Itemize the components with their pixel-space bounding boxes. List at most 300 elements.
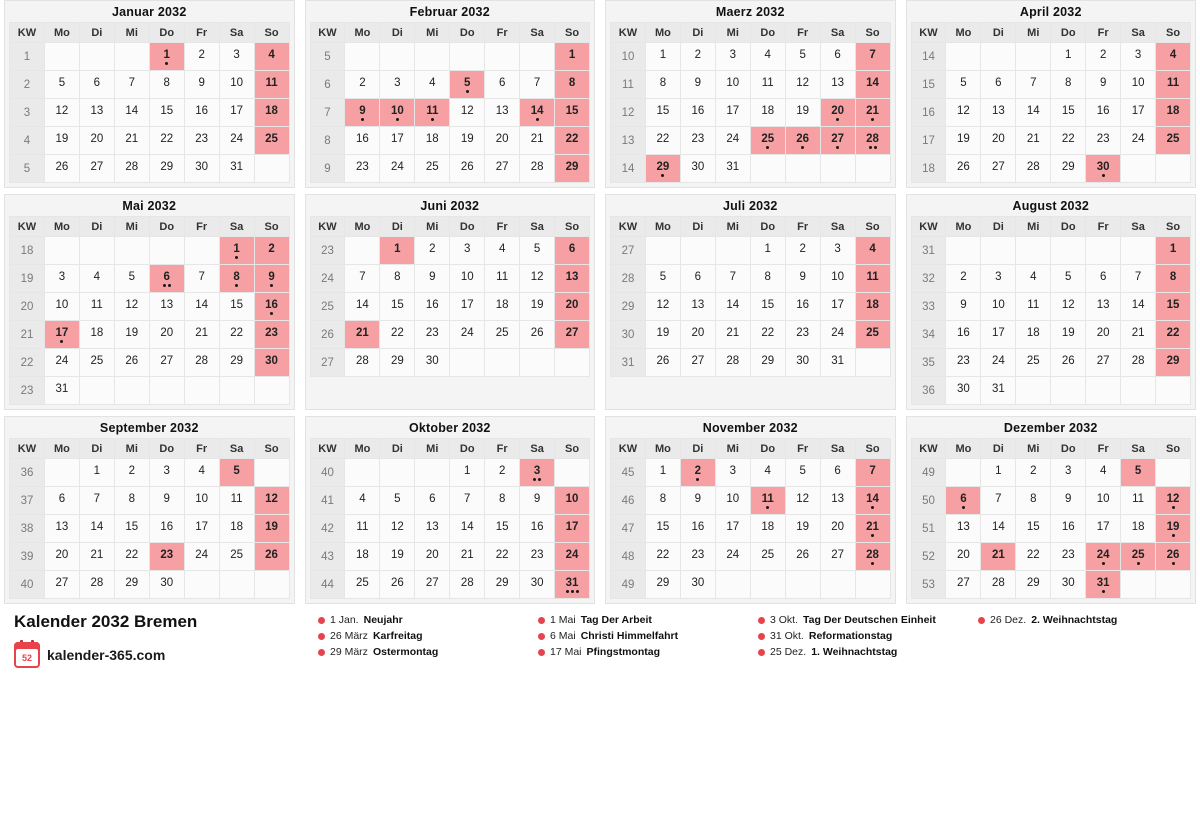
day-cell[interactable] xyxy=(555,127,590,155)
day-cell[interactable] xyxy=(450,265,485,293)
day-cell[interactable] xyxy=(184,349,219,377)
site-name[interactable]: kalender-365.com xyxy=(47,647,166,663)
day-cell[interactable] xyxy=(219,265,254,293)
day-cell[interactable] xyxy=(1051,543,1086,571)
day-cell[interactable] xyxy=(44,265,79,293)
day-cell[interactable] xyxy=(855,43,890,71)
day-cell[interactable] xyxy=(254,265,289,293)
day-cell[interactable] xyxy=(415,99,450,127)
day-cell[interactable] xyxy=(114,349,149,377)
day-cell[interactable] xyxy=(1086,543,1121,571)
day-cell[interactable] xyxy=(1086,71,1121,99)
day-cell[interactable] xyxy=(1016,99,1051,127)
day-cell[interactable] xyxy=(44,71,79,99)
day-cell[interactable] xyxy=(1156,487,1191,515)
day-cell[interactable] xyxy=(79,349,114,377)
day-cell[interactable] xyxy=(946,349,981,377)
day-cell[interactable] xyxy=(981,127,1016,155)
day-cell[interactable] xyxy=(1016,155,1051,183)
day-cell[interactable] xyxy=(485,293,520,321)
day-cell[interactable] xyxy=(645,99,680,127)
day-cell[interactable] xyxy=(184,543,219,571)
day-cell[interactable] xyxy=(149,487,184,515)
day-cell[interactable] xyxy=(680,43,715,71)
day-cell[interactable] xyxy=(79,321,114,349)
day-cell[interactable] xyxy=(380,571,415,599)
day-cell[interactable] xyxy=(485,321,520,349)
day-cell[interactable] xyxy=(114,127,149,155)
day-cell[interactable] xyxy=(645,43,680,71)
day-cell[interactable] xyxy=(450,71,485,99)
day-cell[interactable] xyxy=(149,265,184,293)
day-cell[interactable] xyxy=(645,71,680,99)
day-cell[interactable] xyxy=(715,265,750,293)
day-cell[interactable] xyxy=(1156,127,1191,155)
day-cell[interactable] xyxy=(750,487,785,515)
day-cell[interactable] xyxy=(114,155,149,183)
day-cell[interactable] xyxy=(680,543,715,571)
day-cell[interactable] xyxy=(149,459,184,487)
day-cell[interactable] xyxy=(485,571,520,599)
day-cell[interactable] xyxy=(750,127,785,155)
day-cell[interactable] xyxy=(149,321,184,349)
day-cell[interactable] xyxy=(345,515,380,543)
day-cell[interactable] xyxy=(254,293,289,321)
day-cell[interactable] xyxy=(1086,459,1121,487)
day-cell[interactable] xyxy=(254,349,289,377)
day-cell[interactable] xyxy=(645,321,680,349)
day-cell[interactable] xyxy=(1156,71,1191,99)
day-cell[interactable] xyxy=(1016,71,1051,99)
day-cell[interactable] xyxy=(345,155,380,183)
day-cell[interactable] xyxy=(520,543,555,571)
day-cell[interactable] xyxy=(946,127,981,155)
day-cell[interactable] xyxy=(785,321,820,349)
day-cell[interactable] xyxy=(114,543,149,571)
day-cell[interactable] xyxy=(946,293,981,321)
day-cell[interactable] xyxy=(715,155,750,183)
day-cell[interactable] xyxy=(820,487,855,515)
day-cell[interactable] xyxy=(485,127,520,155)
day-cell[interactable] xyxy=(946,377,981,405)
day-cell[interactable] xyxy=(750,293,785,321)
day-cell[interactable] xyxy=(1051,321,1086,349)
day-cell[interactable] xyxy=(981,515,1016,543)
day-cell[interactable] xyxy=(1016,265,1051,293)
day-cell[interactable] xyxy=(1086,43,1121,71)
day-cell[interactable] xyxy=(645,265,680,293)
day-cell[interactable] xyxy=(855,515,890,543)
day-cell[interactable] xyxy=(520,265,555,293)
day-cell[interactable] xyxy=(555,71,590,99)
day-cell[interactable] xyxy=(114,71,149,99)
day-cell[interactable] xyxy=(450,321,485,349)
day-cell[interactable] xyxy=(219,155,254,183)
day-cell[interactable] xyxy=(1051,459,1086,487)
day-cell[interactable] xyxy=(450,293,485,321)
day-cell[interactable] xyxy=(219,321,254,349)
day-cell[interactable] xyxy=(981,459,1016,487)
day-cell[interactable] xyxy=(345,127,380,155)
day-cell[interactable] xyxy=(555,321,590,349)
day-cell[interactable] xyxy=(785,487,820,515)
day-cell[interactable] xyxy=(184,99,219,127)
day-cell[interactable] xyxy=(1121,543,1156,571)
day-cell[interactable] xyxy=(254,543,289,571)
day-cell[interactable] xyxy=(1016,321,1051,349)
day-cell[interactable] xyxy=(415,543,450,571)
day-cell[interactable] xyxy=(1051,155,1086,183)
day-cell[interactable] xyxy=(184,321,219,349)
day-cell[interactable] xyxy=(555,43,590,71)
day-cell[interactable] xyxy=(981,71,1016,99)
day-cell[interactable] xyxy=(981,543,1016,571)
day-cell[interactable] xyxy=(219,237,254,265)
day-cell[interactable] xyxy=(380,321,415,349)
day-cell[interactable] xyxy=(44,321,79,349)
day-cell[interactable] xyxy=(345,349,380,377)
day-cell[interactable] xyxy=(219,99,254,127)
day-cell[interactable] xyxy=(450,543,485,571)
day-cell[interactable] xyxy=(1016,543,1051,571)
day-cell[interactable] xyxy=(114,515,149,543)
day-cell[interactable] xyxy=(750,265,785,293)
day-cell[interactable] xyxy=(1086,571,1121,599)
day-cell[interactable] xyxy=(1156,349,1191,377)
day-cell[interactable] xyxy=(79,265,114,293)
day-cell[interactable] xyxy=(820,265,855,293)
day-cell[interactable] xyxy=(946,155,981,183)
day-cell[interactable] xyxy=(114,571,149,599)
day-cell[interactable] xyxy=(785,459,820,487)
day-cell[interactable] xyxy=(345,71,380,99)
day-cell[interactable] xyxy=(820,321,855,349)
day-cell[interactable] xyxy=(981,377,1016,405)
day-cell[interactable] xyxy=(855,543,890,571)
day-cell[interactable] xyxy=(450,127,485,155)
day-cell[interactable] xyxy=(555,515,590,543)
day-cell[interactable] xyxy=(1086,155,1121,183)
day-cell[interactable] xyxy=(485,71,520,99)
day-cell[interactable] xyxy=(1051,571,1086,599)
day-cell[interactable] xyxy=(1156,237,1191,265)
day-cell[interactable] xyxy=(750,99,785,127)
day-cell[interactable] xyxy=(485,265,520,293)
day-cell[interactable] xyxy=(520,237,555,265)
day-cell[interactable] xyxy=(981,293,1016,321)
day-cell[interactable] xyxy=(149,71,184,99)
day-cell[interactable] xyxy=(1051,293,1086,321)
day-cell[interactable] xyxy=(114,293,149,321)
day-cell[interactable] xyxy=(149,349,184,377)
day-cell[interactable] xyxy=(946,265,981,293)
day-cell[interactable] xyxy=(149,543,184,571)
day-cell[interactable] xyxy=(1051,99,1086,127)
day-cell[interactable] xyxy=(520,321,555,349)
day-cell[interactable] xyxy=(680,515,715,543)
day-cell[interactable] xyxy=(485,237,520,265)
day-cell[interactable] xyxy=(680,349,715,377)
day-cell[interactable] xyxy=(1051,487,1086,515)
day-cell[interactable] xyxy=(485,459,520,487)
day-cell[interactable] xyxy=(820,237,855,265)
day-cell[interactable] xyxy=(946,99,981,127)
day-cell[interactable] xyxy=(415,321,450,349)
day-cell[interactable] xyxy=(981,349,1016,377)
day-cell[interactable] xyxy=(1051,349,1086,377)
day-cell[interactable] xyxy=(946,571,981,599)
day-cell[interactable] xyxy=(645,155,680,183)
day-cell[interactable] xyxy=(450,155,485,183)
day-cell[interactable] xyxy=(1156,543,1191,571)
day-cell[interactable] xyxy=(450,515,485,543)
day-cell[interactable] xyxy=(555,155,590,183)
day-cell[interactable] xyxy=(555,237,590,265)
day-cell[interactable] xyxy=(645,459,680,487)
day-cell[interactable] xyxy=(680,127,715,155)
day-cell[interactable] xyxy=(520,515,555,543)
day-cell[interactable] xyxy=(715,99,750,127)
day-cell[interactable] xyxy=(415,571,450,599)
day-cell[interactable] xyxy=(1121,99,1156,127)
day-cell[interactable] xyxy=(79,155,114,183)
day-cell[interactable] xyxy=(1121,71,1156,99)
day-cell[interactable] xyxy=(1051,43,1086,71)
day-cell[interactable] xyxy=(715,487,750,515)
day-cell[interactable] xyxy=(380,127,415,155)
day-cell[interactable] xyxy=(855,293,890,321)
day-cell[interactable] xyxy=(1016,293,1051,321)
day-cell[interactable] xyxy=(820,349,855,377)
day-cell[interactable] xyxy=(785,99,820,127)
day-cell[interactable] xyxy=(946,515,981,543)
day-cell[interactable] xyxy=(520,71,555,99)
day-cell[interactable] xyxy=(750,515,785,543)
day-cell[interactable] xyxy=(254,237,289,265)
day-cell[interactable] xyxy=(981,321,1016,349)
day-cell[interactable] xyxy=(1156,265,1191,293)
day-cell[interactable] xyxy=(415,265,450,293)
day-cell[interactable] xyxy=(820,127,855,155)
day-cell[interactable] xyxy=(1156,515,1191,543)
day-cell[interactable] xyxy=(219,515,254,543)
day-cell[interactable] xyxy=(946,71,981,99)
day-cell[interactable] xyxy=(219,127,254,155)
day-cell[interactable] xyxy=(680,487,715,515)
day-cell[interactable] xyxy=(750,43,785,71)
day-cell[interactable] xyxy=(820,71,855,99)
day-cell[interactable] xyxy=(1051,265,1086,293)
day-cell[interactable] xyxy=(785,265,820,293)
day-cell[interactable] xyxy=(254,127,289,155)
day-cell[interactable] xyxy=(380,543,415,571)
day-cell[interactable] xyxy=(415,237,450,265)
day-cell[interactable] xyxy=(219,349,254,377)
day-cell[interactable] xyxy=(44,293,79,321)
day-cell[interactable] xyxy=(785,71,820,99)
day-cell[interactable] xyxy=(149,571,184,599)
day-cell[interactable] xyxy=(219,543,254,571)
day-cell[interactable] xyxy=(450,571,485,599)
day-cell[interactable] xyxy=(1086,321,1121,349)
day-cell[interactable] xyxy=(981,99,1016,127)
day-cell[interactable] xyxy=(855,321,890,349)
day-cell[interactable] xyxy=(1086,99,1121,127)
day-cell[interactable] xyxy=(380,71,415,99)
day-cell[interactable] xyxy=(946,487,981,515)
day-cell[interactable] xyxy=(820,543,855,571)
day-cell[interactable] xyxy=(345,293,380,321)
day-cell[interactable] xyxy=(1121,43,1156,71)
day-cell[interactable] xyxy=(820,293,855,321)
day-cell[interactable] xyxy=(415,515,450,543)
day-cell[interactable] xyxy=(645,515,680,543)
day-cell[interactable] xyxy=(981,571,1016,599)
day-cell[interactable] xyxy=(680,155,715,183)
day-cell[interactable] xyxy=(79,543,114,571)
day-cell[interactable] xyxy=(680,321,715,349)
day-cell[interactable] xyxy=(79,515,114,543)
day-cell[interactable] xyxy=(380,487,415,515)
day-cell[interactable] xyxy=(785,237,820,265)
day-cell[interactable] xyxy=(680,265,715,293)
day-cell[interactable] xyxy=(1121,515,1156,543)
day-cell[interactable] xyxy=(645,349,680,377)
day-cell[interactable] xyxy=(254,71,289,99)
day-cell[interactable] xyxy=(715,71,750,99)
day-cell[interactable] xyxy=(114,459,149,487)
day-cell[interactable] xyxy=(219,293,254,321)
day-cell[interactable] xyxy=(415,71,450,99)
day-cell[interactable] xyxy=(79,571,114,599)
day-cell[interactable] xyxy=(149,43,184,71)
day-cell[interactable] xyxy=(254,43,289,71)
day-cell[interactable] xyxy=(1121,127,1156,155)
day-cell[interactable] xyxy=(1016,487,1051,515)
day-cell[interactable] xyxy=(820,459,855,487)
day-cell[interactable] xyxy=(114,99,149,127)
day-cell[interactable] xyxy=(855,265,890,293)
day-cell[interactable] xyxy=(855,237,890,265)
day-cell[interactable] xyxy=(415,127,450,155)
day-cell[interactable] xyxy=(79,71,114,99)
day-cell[interactable] xyxy=(520,571,555,599)
day-cell[interactable] xyxy=(946,543,981,571)
day-cell[interactable] xyxy=(785,43,820,71)
day-cell[interactable] xyxy=(680,71,715,99)
day-cell[interactable] xyxy=(114,487,149,515)
day-cell[interactable] xyxy=(1016,349,1051,377)
day-cell[interactable] xyxy=(114,321,149,349)
day-cell[interactable] xyxy=(184,265,219,293)
day-cell[interactable] xyxy=(785,293,820,321)
day-cell[interactable] xyxy=(254,515,289,543)
day-cell[interactable] xyxy=(750,321,785,349)
day-cell[interactable] xyxy=(750,459,785,487)
day-cell[interactable] xyxy=(1051,127,1086,155)
day-cell[interactable] xyxy=(715,459,750,487)
day-cell[interactable] xyxy=(44,349,79,377)
day-cell[interactable] xyxy=(1086,487,1121,515)
day-cell[interactable] xyxy=(219,43,254,71)
day-cell[interactable] xyxy=(645,543,680,571)
day-cell[interactable] xyxy=(520,459,555,487)
day-cell[interactable] xyxy=(114,265,149,293)
day-cell[interactable] xyxy=(44,515,79,543)
day-cell[interactable] xyxy=(345,265,380,293)
day-cell[interactable] xyxy=(149,127,184,155)
day-cell[interactable] xyxy=(184,43,219,71)
day-cell[interactable] xyxy=(820,43,855,71)
day-cell[interactable] xyxy=(1156,293,1191,321)
day-cell[interactable] xyxy=(1121,487,1156,515)
day-cell[interactable] xyxy=(785,515,820,543)
day-cell[interactable] xyxy=(415,293,450,321)
day-cell[interactable] xyxy=(1016,571,1051,599)
day-cell[interactable] xyxy=(750,349,785,377)
day-cell[interactable] xyxy=(44,543,79,571)
day-cell[interactable] xyxy=(715,127,750,155)
day-cell[interactable] xyxy=(184,293,219,321)
day-cell[interactable] xyxy=(680,571,715,599)
day-cell[interactable] xyxy=(44,377,79,405)
day-cell[interactable] xyxy=(380,155,415,183)
day-cell[interactable] xyxy=(485,543,520,571)
day-cell[interactable] xyxy=(1121,459,1156,487)
day-cell[interactable] xyxy=(415,487,450,515)
day-cell[interactable] xyxy=(79,127,114,155)
day-cell[interactable] xyxy=(750,543,785,571)
day-cell[interactable] xyxy=(1086,265,1121,293)
day-cell[interactable] xyxy=(485,487,520,515)
day-cell[interactable] xyxy=(520,99,555,127)
day-cell[interactable] xyxy=(345,99,380,127)
day-cell[interactable] xyxy=(149,155,184,183)
day-cell[interactable] xyxy=(450,487,485,515)
day-cell[interactable] xyxy=(645,127,680,155)
day-cell[interactable] xyxy=(1051,515,1086,543)
day-cell[interactable] xyxy=(184,515,219,543)
day-cell[interactable] xyxy=(380,237,415,265)
day-cell[interactable] xyxy=(1086,349,1121,377)
day-cell[interactable] xyxy=(485,99,520,127)
day-cell[interactable] xyxy=(1121,265,1156,293)
day-cell[interactable] xyxy=(415,155,450,183)
day-cell[interactable] xyxy=(820,515,855,543)
day-cell[interactable] xyxy=(44,127,79,155)
day-cell[interactable] xyxy=(555,487,590,515)
day-cell[interactable] xyxy=(715,43,750,71)
day-cell[interactable] xyxy=(715,349,750,377)
day-cell[interactable] xyxy=(555,571,590,599)
day-cell[interactable] xyxy=(254,99,289,127)
day-cell[interactable] xyxy=(520,155,555,183)
day-cell[interactable] xyxy=(79,293,114,321)
day-cell[interactable] xyxy=(79,487,114,515)
day-cell[interactable] xyxy=(219,487,254,515)
day-cell[interactable] xyxy=(380,515,415,543)
day-cell[interactable] xyxy=(1016,127,1051,155)
day-cell[interactable] xyxy=(149,99,184,127)
day-cell[interactable] xyxy=(750,237,785,265)
day-cell[interactable] xyxy=(981,265,1016,293)
day-cell[interactable] xyxy=(555,265,590,293)
day-cell[interactable] xyxy=(345,487,380,515)
day-cell[interactable] xyxy=(520,127,555,155)
day-cell[interactable] xyxy=(380,293,415,321)
day-cell[interactable] xyxy=(219,71,254,99)
day-cell[interactable] xyxy=(485,155,520,183)
